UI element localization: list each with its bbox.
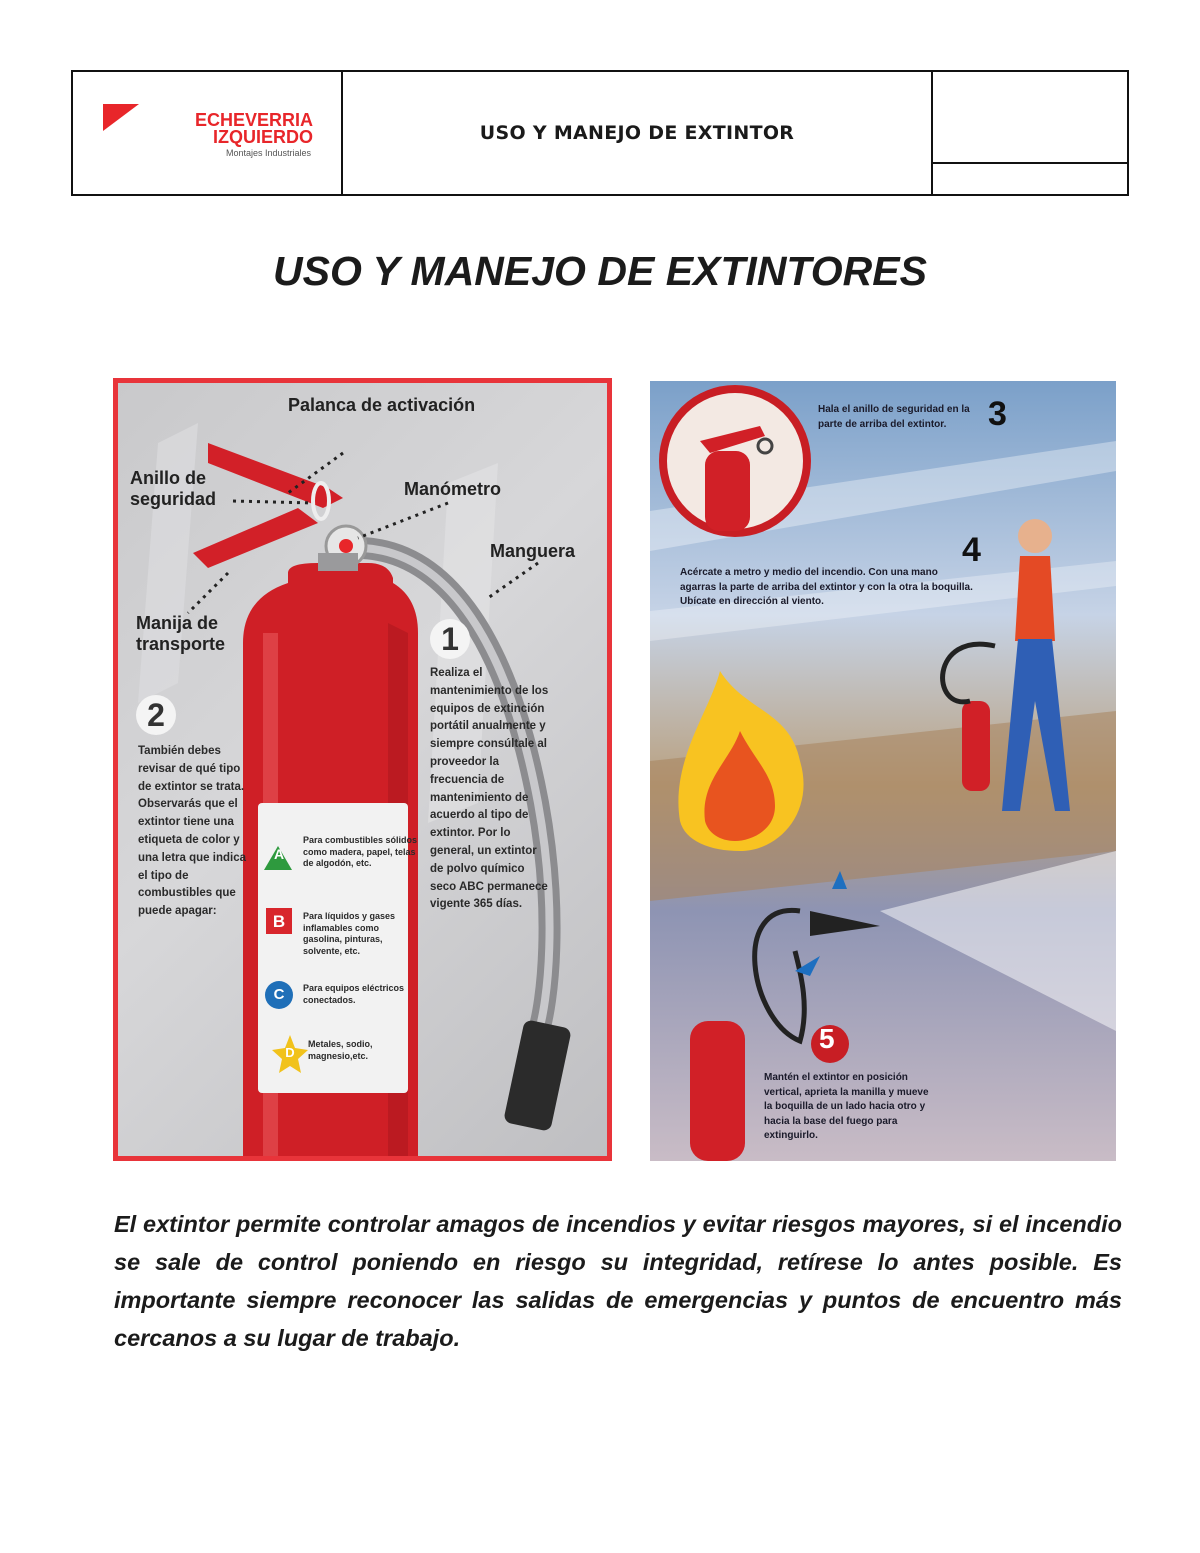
step-3-badge: 3 [988, 395, 1007, 433]
step-2-badge: 2 [136, 695, 176, 735]
closing-paragraph: El extintor permite controlar amagos de incendios y evitar riesgos mayores, si el incendio se sale de control poniendo en riesgo su integridad, retírese lo antes posible. Es importante siempre reconocer las salidas de emergencias y puntos de encuentro más cercanos a su lugar de trabajo. [114, 1211, 1122, 1351]
extinguisher-parts-infographic [113, 378, 612, 1161]
logo-line-1: ECHEVERRIA [194, 110, 313, 130]
step-4-badge: 4 [962, 531, 981, 569]
step-5-badge: 5 [819, 1023, 835, 1054]
header-cell-bottom [933, 164, 1127, 194]
class-b-letter: B [272, 912, 286, 931]
step-4-text: Acércate a metro y medio del incendio. Con una mano agarras la parte de arriba del extintor y con la otra la boquilla. Ubícate en dirección al viento. [680, 567, 973, 607]
logo-triangle-icon [103, 104, 139, 131]
label-safety-ring: Anillo de seguridad [130, 468, 217, 509]
logo-wordmark [153, 112, 313, 146]
extinguisher-usage-infographic [650, 381, 1116, 1161]
step-3-text: Hala el anillo de seguridad en la parte de arriba del extintor. [818, 404, 970, 430]
document-header [71, 70, 1129, 196]
class-b-text: Para líquidos y gases inflamables como gasolina, pinturas, solvente, etc. [303, 911, 396, 956]
step-1-badge: 1 [430, 619, 470, 659]
step-5-text: Mantén el extintor en posición vertical, aprieta la manilla y mueve la boquilla de un lado hacia otro y hacia la base del fuego para extinguirlo. [764, 1072, 929, 1141]
step-2-text: También debes revisar de qué tipo de extintor se trata. Observarás que el extintor tiene una etiqueta de color y una letra que indica el tipo de combustibles que puede apagar: [138, 745, 246, 918]
label-activation-lever: Palanca de activación [288, 395, 476, 415]
class-a-text: Para combustibles sólidos como madera, papel, telas de algodón, etc. [303, 835, 418, 868]
header-title: USO Y MANEJO DE EXTINTOR [343, 72, 933, 194]
label-hose: Manguera [490, 541, 576, 561]
usage-illustration [650, 381, 1116, 1161]
step-1-text: Realiza el mantenimiento de los equipos de extinción portátil anualmente y siempre consúltale al proveedor la frecuencia de mantenimiento de acuerdo al tipo de extintor. Por lo general, un extintor de polvo químico seco ABC permanece vigente 365 días. [430, 667, 549, 911]
label-pressure-gauge: Manómetro [404, 479, 502, 499]
header-cell-top [933, 72, 1127, 164]
class-d-text: Metales, sodio, magnesio,etc. [308, 1039, 373, 1061]
class-d-letter: D [285, 1045, 295, 1060]
page-title: USO Y MANEJO DE EXTINTORES [273, 248, 927, 294]
header-code-cells [933, 72, 1127, 194]
label-carry-handle: Manija de transporte [136, 613, 226, 654]
class-c-letter: C [273, 986, 285, 1003]
logo-line-2: IZQUIERDO [212, 127, 313, 147]
class-a-letter: A [273, 846, 285, 862]
class-c-text: Para equipos eléctricos conectados. [303, 983, 405, 1005]
company-logo [73, 72, 343, 194]
logo-subtitle: Montajes Industriales [225, 148, 311, 158]
